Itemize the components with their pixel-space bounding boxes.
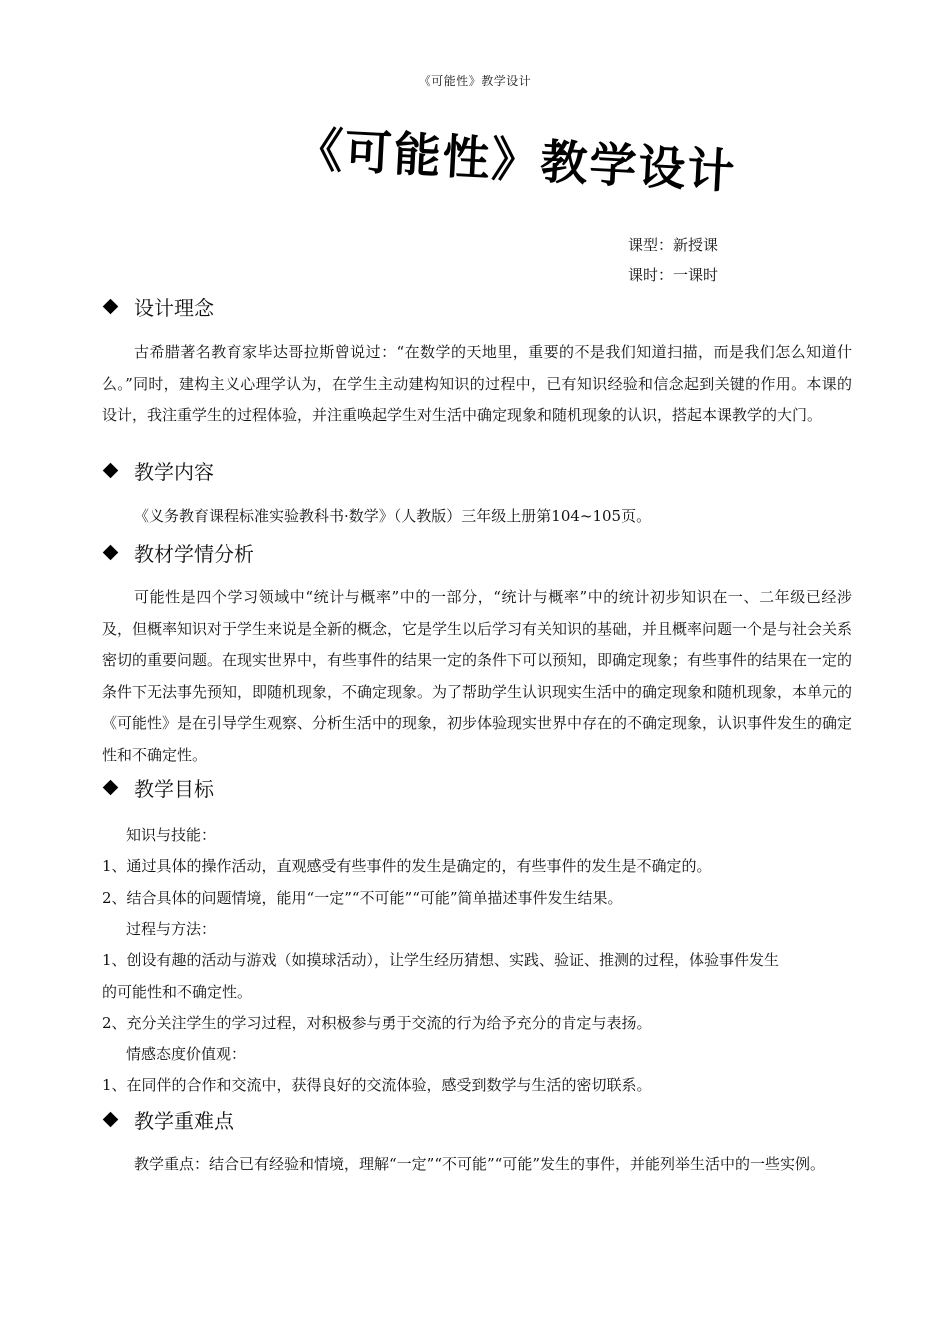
diamond-bullet-icon <box>103 780 119 796</box>
goals-item: 2、充分关注学生的学习过程，对积极参与勇于交流的行为给予充分的肯定与表扬。 <box>102 1014 652 1032</box>
section-heading-text: 教材学情分析 <box>134 542 254 566</box>
section-heading-text: 教学目标 <box>134 777 214 801</box>
section-heading-text: 设计理念 <box>134 296 214 320</box>
goals-item: 1、在同伴的合作和交流中，获得良好的交流体验，感受到数学与生活的密切联系。 <box>102 1076 652 1094</box>
section-heading-teaching-content <box>102 456 214 485</box>
section-heading-design-concept <box>102 292 214 321</box>
page-header: 《可能性》教学设计 <box>418 74 532 88</box>
goals-item: 1、创设有趣的活动与游戏（如摸球活动），让学生经历猜想、实践、验证、推测的过程，体验事件发生 <box>102 951 780 969</box>
goals-subheading-knowledge: 知识与技能： <box>126 826 217 844</box>
document-title: 《可能性》教学设计 <box>294 122 738 201</box>
teaching-content-paragraph: 《义务教育课程标准实验教科书·数学》（人教版）三年级上册第104~105页。 <box>134 507 652 525</box>
goals-subheading-attitude: 情感态度价值观： <box>126 1045 247 1063</box>
goals-subheading-process: 过程与方法： <box>126 920 217 938</box>
goals-item: 1、通过具体的操作活动，直观感受有些事件的发生是确定的，有些事件的发生是不确定的。 <box>102 857 712 875</box>
lesson-time: 课时：一课时 <box>628 266 719 284</box>
design-concept-paragraph: 古希腊著名教育家毕达哥拉斯曾说过：“在数学的天地里，重要的不是我们知道扫描，而是我们怎么知道什么。”同时，建构主义心理学认为，在学生主动建构知识的过程中，已有知识经验和信念起到关键的作用。本课的设计，我注重学生的过程体验，并注重唤起学生对生活中确定现象和随机现象的认识，搭起本课教学的大门。 <box>102 343 852 424</box>
goals-item: 2、结合具体的问题情境，能用“一定”“不可能”“可能”简单描述事件发生结果。 <box>102 889 623 907</box>
section-heading-text: 教学重难点 <box>134 1109 234 1133</box>
lesson-type: 课型：新授课 <box>628 236 719 254</box>
goals-item-continued: 的可能性和不确定性。 <box>102 983 253 1001</box>
textbook-analysis-paragraph: 可能性是四个学习领域中“统计与概率”中的一部分，“统计与概率”中的统计初步知识在一、二年级已经涉及，但概率知识对于学生来说是全新的概念，它是学生以后学习有关知识的基础，并且概率问题一个是与社会关系密切的重要问题。在现实世界中，有些事件的结果一定的条件下可以预知，即确定现象；有些事件的结果在一定的条件下无法事先预知，即随机现象，不确定现象。为了帮助学生认识现实生活中的确定现象和随机现象，本单元的《可能性》是在引导学生观察、分析生活中的现象，初步体验现实世界中存在的不确定现象，认识事件发生的确定性和不确定性。 <box>102 588 853 764</box>
diamond-bullet-icon <box>103 463 119 479</box>
key-points-paragraph: 教学重点：结合已有经验和情境，理解“一定”“不可能”“可能”发生的事件，并能列举生活中的一些实例。 <box>134 1155 826 1173</box>
diamond-bullet-icon <box>103 545 119 561</box>
section-heading-teaching-goals <box>102 773 214 802</box>
diamond-bullet-icon <box>103 1112 119 1128</box>
section-heading-text: 教学内容 <box>134 460 214 484</box>
section-heading-textbook-analysis <box>102 538 254 567</box>
diamond-bullet-icon <box>103 299 119 315</box>
section-heading-key-points <box>102 1105 234 1134</box>
